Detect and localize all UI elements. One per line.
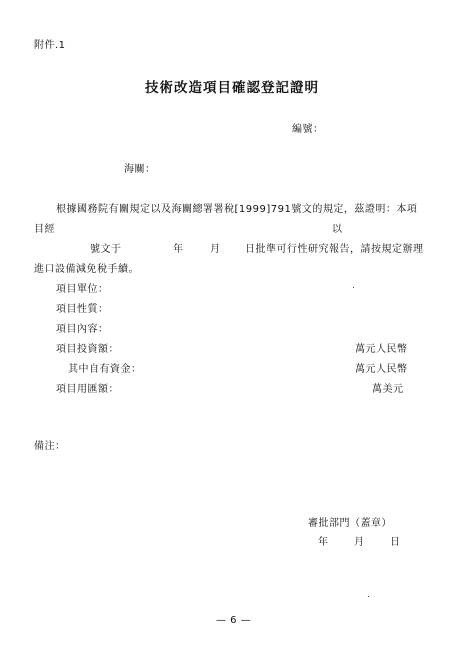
signature-year: 年	[318, 537, 329, 548]
foreign-exchange-label: 項目用匯額：	[56, 384, 119, 395]
self-funds-label: 其中自有資金：	[68, 364, 142, 375]
body-line-4: 進口設備減免稅手續。	[34, 264, 139, 275]
page-number: — 6 —	[216, 615, 252, 626]
self-funds-unit: 萬元人民幣	[355, 364, 408, 375]
project-nature-label: 項目性質：	[56, 304, 109, 315]
attachment-label: 附件.1	[34, 40, 66, 51]
approval-doc-number: 號文于	[90, 244, 122, 255]
body-line-1: 根據國務院有關規定以及海關總署署稅[1999]791號文的規定，茲證明：本項	[56, 204, 418, 215]
approval-month: 月	[210, 244, 221, 255]
total-investment-unit: 萬元人民幣	[355, 344, 408, 355]
body-line-2-start: 目經	[34, 224, 55, 235]
project-unit-label: 項目單位：	[56, 284, 109, 295]
signature-month: 月	[354, 537, 365, 548]
remarks-label: 備注：	[34, 441, 66, 452]
scan-speck	[353, 287, 354, 288]
body-line-2-end: 以	[332, 224, 343, 235]
approval-text: 日批準可行性研究報告，請按規定辦理	[245, 244, 424, 255]
approving-department-stamp: 審批部門（蓋章）	[308, 518, 392, 529]
document-title: 技術改造項目確認登記證明	[145, 80, 319, 96]
scan-speck	[368, 596, 369, 597]
signature-day: 日	[390, 537, 401, 548]
foreign-exchange-unit: 萬美元	[372, 384, 404, 395]
project-content-label: 項目內容：	[56, 324, 109, 335]
customs-label: 海關：	[124, 164, 156, 175]
serial-number-label: 編號：	[292, 124, 324, 135]
approval-year: 年	[173, 244, 184, 255]
total-investment-label: 項目投資額：	[56, 344, 119, 355]
